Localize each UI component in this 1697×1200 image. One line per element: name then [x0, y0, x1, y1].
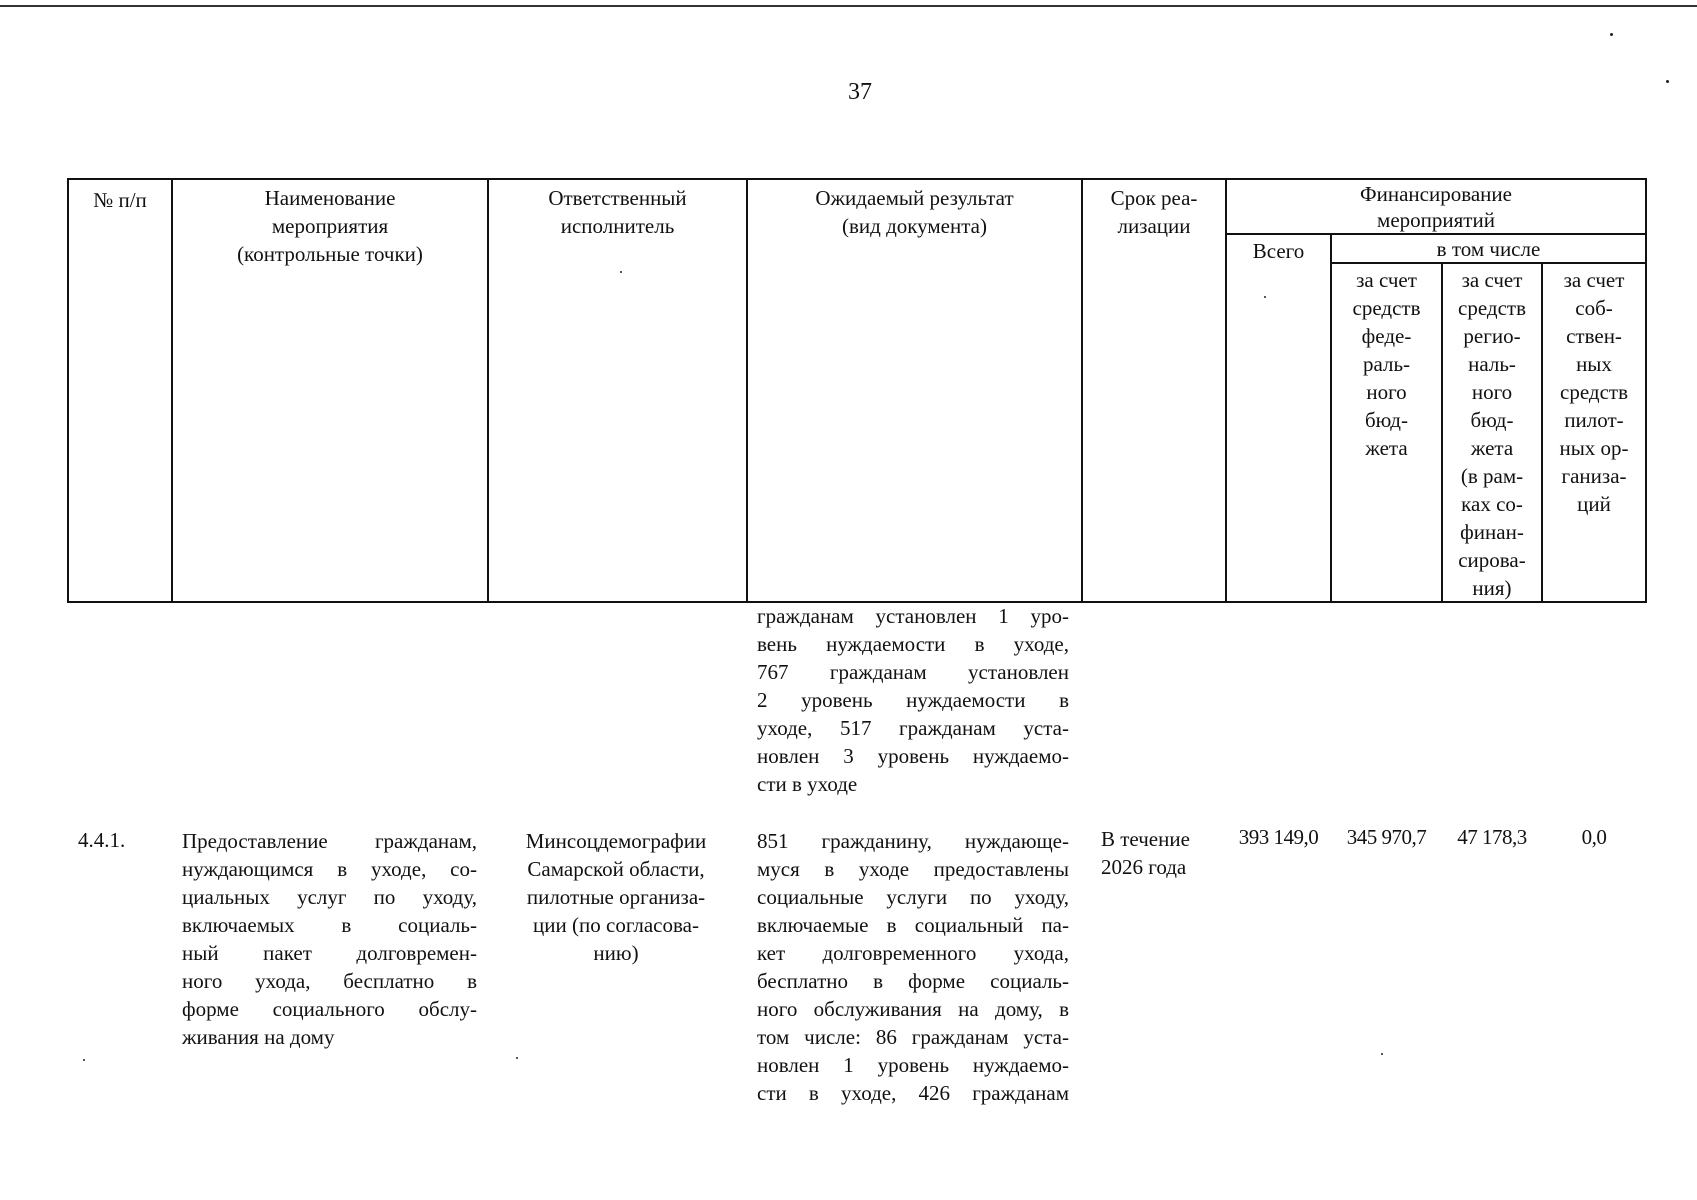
table-border-right: [1645, 178, 1647, 603]
col-divider-2: [487, 178, 489, 603]
header-num: № п/п: [93, 188, 147, 212]
row-federal: 345 970,7: [1346, 825, 1427, 849]
scan-speck: [1610, 33, 1613, 36]
col-divider-4: [1081, 178, 1083, 603]
scan-speck: [1264, 296, 1266, 298]
row-regional: 47 178,3: [1457, 825, 1527, 849]
header-federal: за счет средств феде- раль- ного бюд- жета: [1352, 268, 1421, 460]
scan-speck: [516, 1057, 518, 1059]
row-own: 0,0: [1581, 825, 1607, 849]
row-responsible: Минсоцдемографии Самарской области, пилотные организа- ции (по согласова- нию): [525, 829, 707, 965]
row-name: Предоставление гражданам, нуждающимся в уходе, со- циальных услуг по уходу, включаемых в социаль- ный пакет долговремен- ного ухода, бесплатно в форме социального обслу- живания на дому: [182, 829, 477, 1049]
financing-divider: [1225, 233, 1647, 235]
top-rule: [0, 5, 1697, 7]
header-including: в том числе: [1436, 237, 1541, 261]
page-number: 37: [848, 79, 872, 105]
including-divider: [1330, 262, 1647, 264]
header-financing: Финансирование мероприятий: [1360, 182, 1512, 232]
row-num: 4.4.1.: [78, 828, 126, 852]
continuation-result: гражданам установлен 1 уро- вень нуждаемости в уходе, 767 гражданам установлен 2 уровень нуждаемости в уходе, 517 гражданам уста- новлен 3 уровень нуждаемо- сти в уходе: [757, 604, 1069, 796]
header-total: Всего: [1252, 239, 1305, 263]
header-result: Ожидаемый результат (вид документа): [815, 186, 1014, 238]
header-term: Срок реа- лизации: [1110, 186, 1198, 238]
row-term: В течение 2026 года: [1101, 827, 1190, 879]
scan-speck: [83, 1059, 85, 1061]
row-total: 393 149,0: [1238, 825, 1319, 849]
scan-speck: [1381, 1053, 1383, 1055]
header-name: Наименование мероприятия (контрольные точки): [237, 186, 423, 266]
scan-speck: [620, 271, 622, 273]
header-regional: за счет средств регио- наль- ного бюд- жета (в рам- ках со- финан- сирова- ния): [1458, 268, 1526, 600]
table-border-top: [67, 178, 1647, 180]
table-border-left: [67, 178, 69, 603]
header-own: за счет соб- ствен- ных средств пилот- ных ор- ганиза- ций: [1559, 268, 1629, 516]
scan-speck: [1666, 80, 1669, 83]
col-divider-3: [746, 178, 748, 603]
header-responsible: Ответственный исполнитель: [548, 186, 687, 238]
row-result: 851 гражданину, нуждающе- муся в уходе предоставлены социальные услуги по уходу, включаемые в социальный па- кет долговременного ухода, бесплатно в форме социаль- ного обслуживания на дому, в том числе: 86 гражданам уста- новлен 1 уровень нуждаемо- сти в уходе, 426 гражданам: [757, 829, 1069, 1105]
